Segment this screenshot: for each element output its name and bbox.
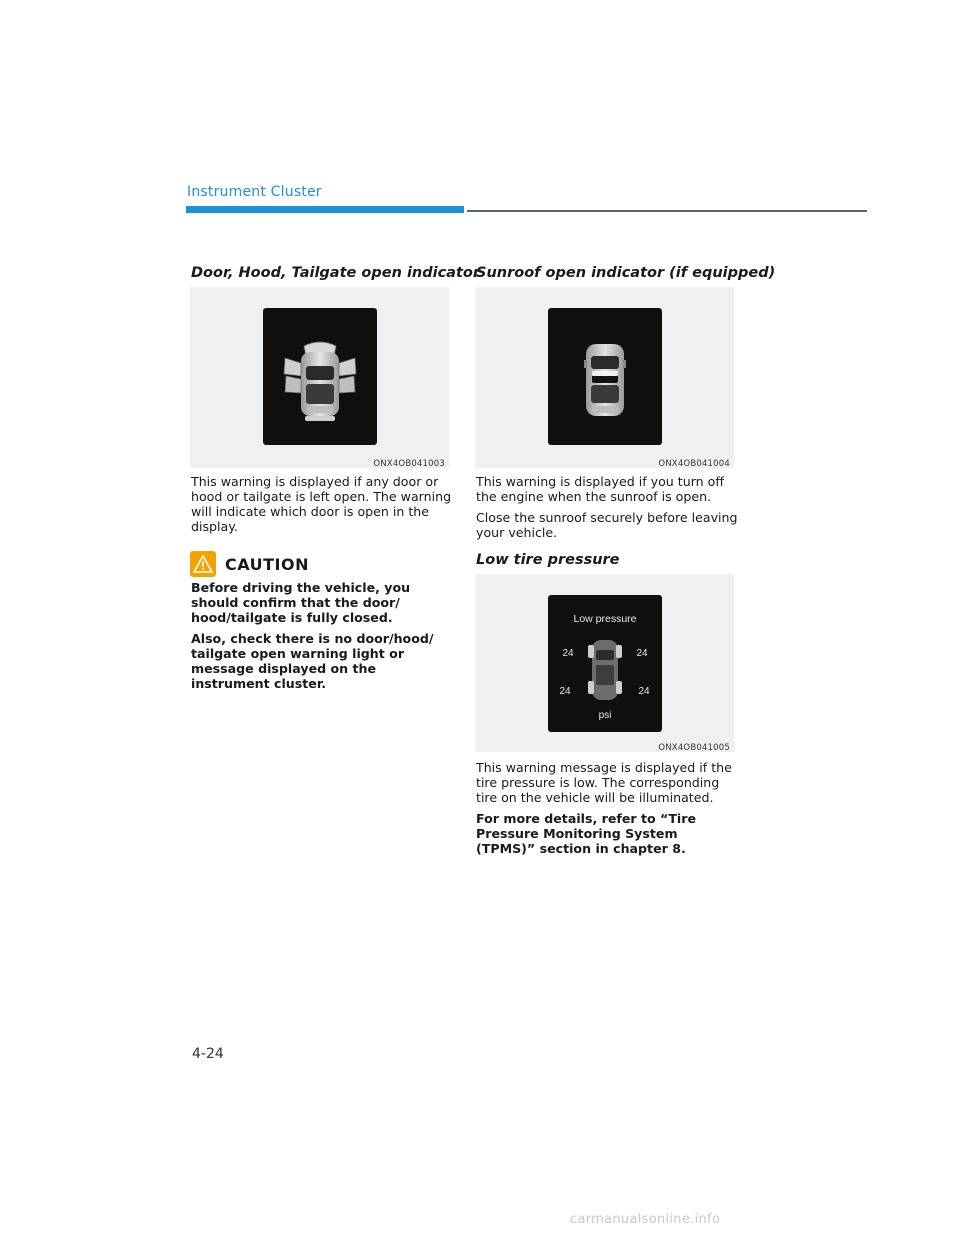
tire-figure (475, 574, 734, 752)
front-left-pressure: 24 (562, 648, 574, 659)
tire-cluster-display (548, 595, 662, 732)
header-rule (467, 210, 867, 212)
sunroof-figure-code: ONX4OB041004 (658, 459, 730, 469)
caution-paragraph-2: Also, check there is no door/hood/ tailgate open warning light or message displayed on the instrument cluster. (191, 631, 434, 691)
watermark: carmanualsonline.info (570, 1212, 721, 1227)
door-paragraph-1: This warning is displayed if any door or hood or tailgate is left open. The warning will indicate which door is open in the display. (191, 474, 452, 534)
sunroof-cluster-display (548, 308, 662, 445)
sunroof-description (476, 474, 738, 546)
tire-description (476, 760, 738, 862)
page-number: 4-24 (192, 1046, 224, 1062)
car-top-view-icon (588, 640, 622, 700)
caution-paragraph-1: Before driving the vehicle, you should confirm that the door/ hood/tailgate is fully closed. (191, 580, 411, 625)
tire-paragraph-2: For more details, refer to “Tire Pressure Monitoring System (TPMS)” section in chapter 8. (476, 811, 696, 856)
sunroof-paragraph-2: Close the sunroof securely before leaving your vehicle. (476, 510, 738, 540)
warning-triangle-icon (190, 551, 216, 577)
tire-paragraph-1: This warning message is displayed if the tire pressure is low. The corresponding tire on the vehicle will be illuminated. (476, 760, 732, 805)
rear-left-pressure: 24 (559, 686, 571, 697)
door-figure (190, 287, 449, 468)
tire-section-title: Low tire pressure (476, 552, 620, 568)
header-accent-bar (186, 206, 464, 213)
door-figure-code: ONX4OB041003 (373, 459, 445, 469)
pressure-unit: psi (598, 710, 612, 721)
door-section-title: Door, Hood, Tailgate open indicator (191, 265, 481, 281)
sunroof-figure (475, 287, 734, 468)
sunroof-section-title: Sunroof open indicator (if equipped) (476, 265, 776, 281)
door-cluster-display (263, 308, 377, 445)
door-description (191, 474, 453, 540)
car-doors-open-icon (263, 308, 377, 445)
car-sunroof-open-icon (548, 308, 662, 445)
caution-heading (190, 550, 309, 578)
caution-body (191, 580, 453, 697)
low-pressure-heading: Low pressure (573, 613, 637, 625)
tire-figure-code: ONX4OB041005 (658, 743, 730, 753)
running-header: Instrument Cluster (187, 184, 322, 200)
rear-right-pressure: 24 (638, 686, 650, 697)
sunroof-paragraph-1: This warning is displayed if you turn off the engine when the sunroof is open. (476, 474, 725, 504)
front-right-pressure: 24 (636, 648, 648, 659)
caution-label: CAUTION (225, 554, 309, 574)
